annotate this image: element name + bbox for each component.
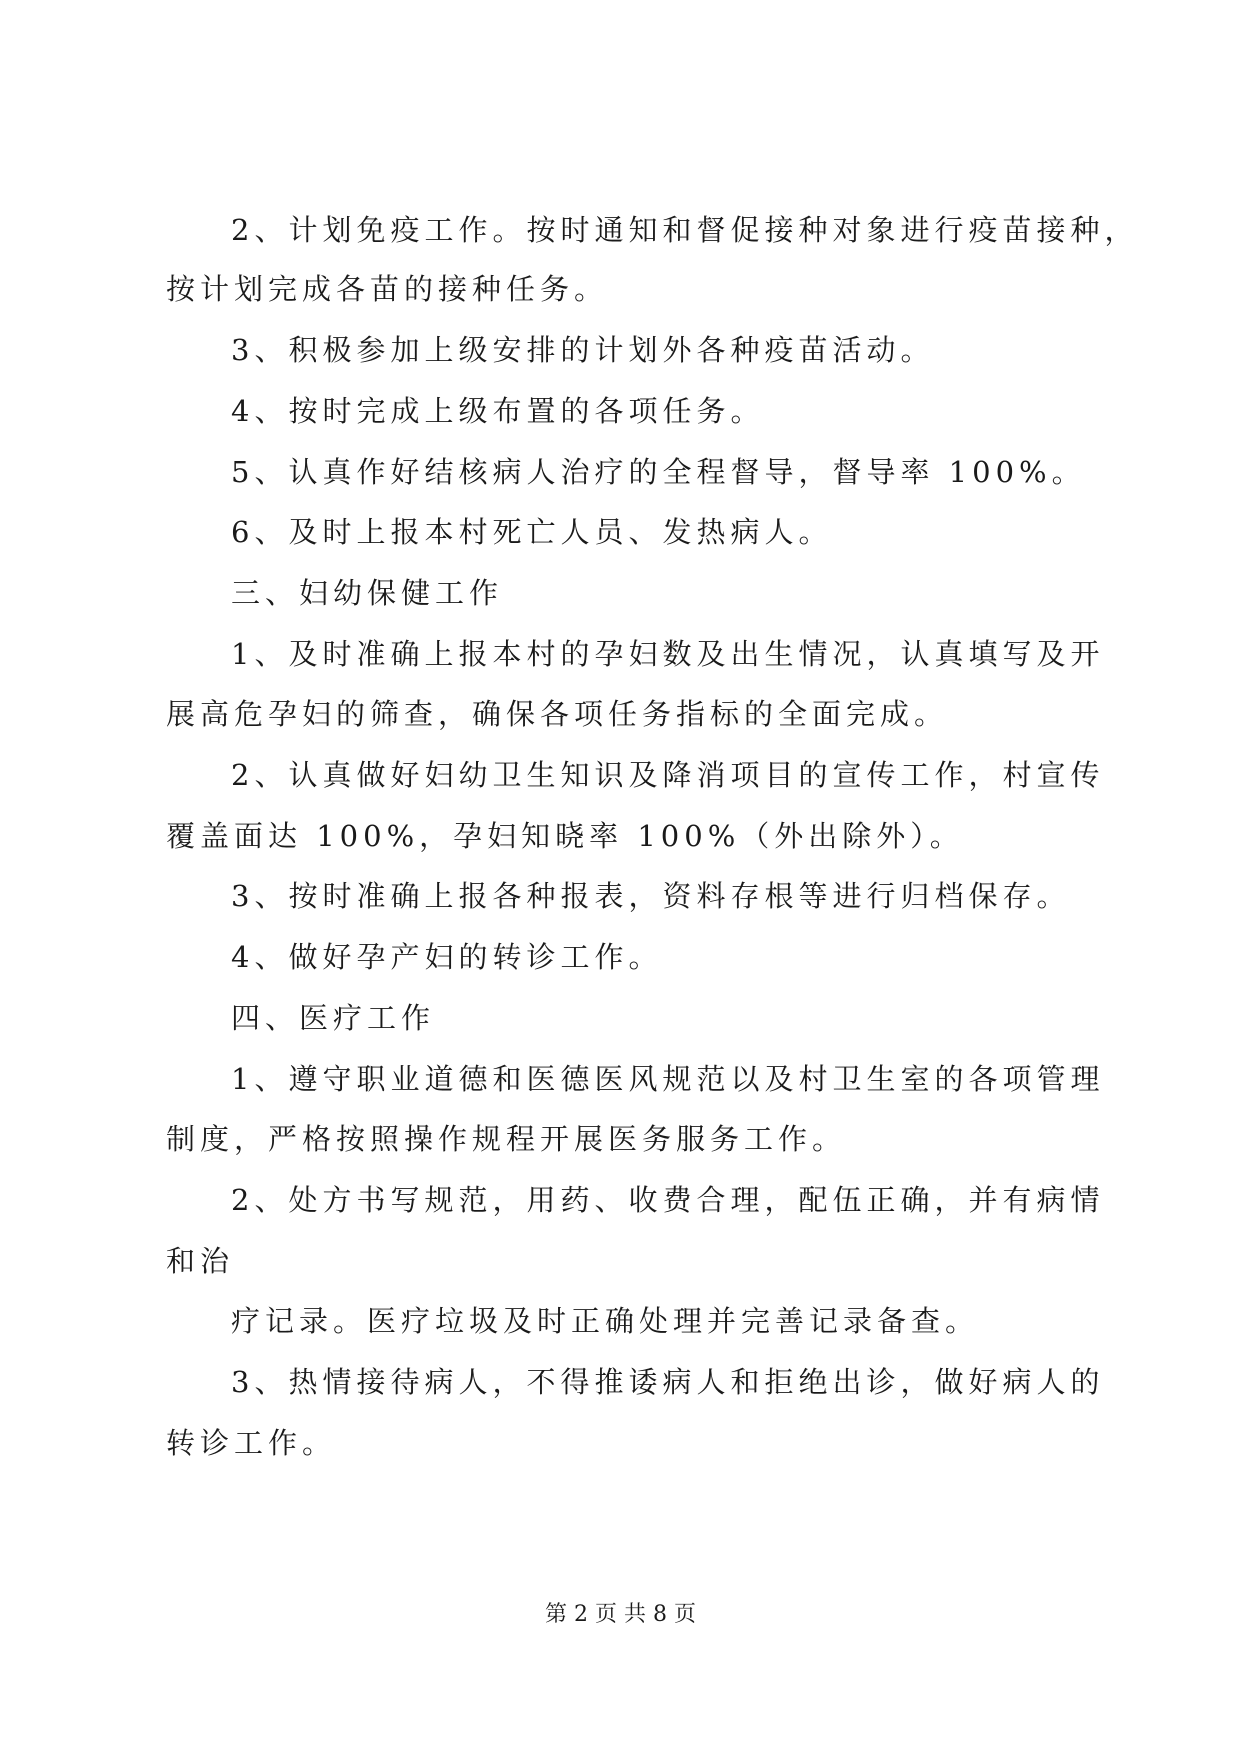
paragraph-line: 按计划完成各苗的接种任务。: [166, 272, 609, 306]
paragraph-line: 6、及时上报本村死亡人员、发热病人。: [231, 515, 833, 549]
paragraph-line: 2、认真做好妇幼卫生知识及降消项目的宣传工作，村宣传: [231, 758, 1105, 792]
paragraph-line: 1、及时准确上报本村的孕妇数及出生情况，认真填写及开: [231, 637, 1105, 671]
paragraph-line: 2、计划免疫工作。按时通知和督促接种对象进行疫苗接种，: [231, 213, 1139, 247]
paragraph-line: 疗记录。医疗垃圾及时正确处理并完善记录备查。: [231, 1304, 980, 1338]
paragraph-line: 3、按时准确上报各种报表，资料存根等进行归档保存。: [231, 879, 1071, 913]
paragraph-line: 2、处方书写规范，用药、收费合理，配伍正确，并有病情: [231, 1183, 1105, 1217]
section-heading: 三、妇幼保健工作: [231, 576, 504, 610]
paragraph-line: 1、遵守职业道德和医德医风规范以及村卫生室的各项管理: [231, 1062, 1105, 1096]
section-heading: 四、医疗工作: [231, 1001, 436, 1035]
paragraph-line: 制度，严格按照操作规程开展医务服务工作。: [166, 1122, 847, 1156]
paragraph-line: 3、热情接待病人，不得推诿病人和拒绝出诊，做好病人的: [231, 1365, 1105, 1399]
paragraph-line: 4、按时完成上级布置的各项任务。: [231, 394, 765, 428]
paragraph-line: 和治: [166, 1244, 235, 1278]
page-number-footer: 第 2 页 共 8 页: [545, 1602, 696, 1627]
paragraph-line: 覆盖面达 100%，孕妇知晓率 100%（外出除外）。: [166, 819, 964, 853]
paragraph-line: 转诊工作。: [166, 1426, 337, 1460]
paragraph-line: 展高危孕妇的筛查，确保各项任务指标的全面完成。: [166, 697, 949, 731]
paragraph-line: 3、积极参加上级安排的计划外各种疫苗活动。: [231, 333, 935, 367]
paragraph-line: 4、做好孕产妇的转诊工作。: [231, 940, 663, 974]
paragraph-line: 5、认真作好结核病人治疗的全程督导，督导率 100%。: [231, 455, 1086, 489]
